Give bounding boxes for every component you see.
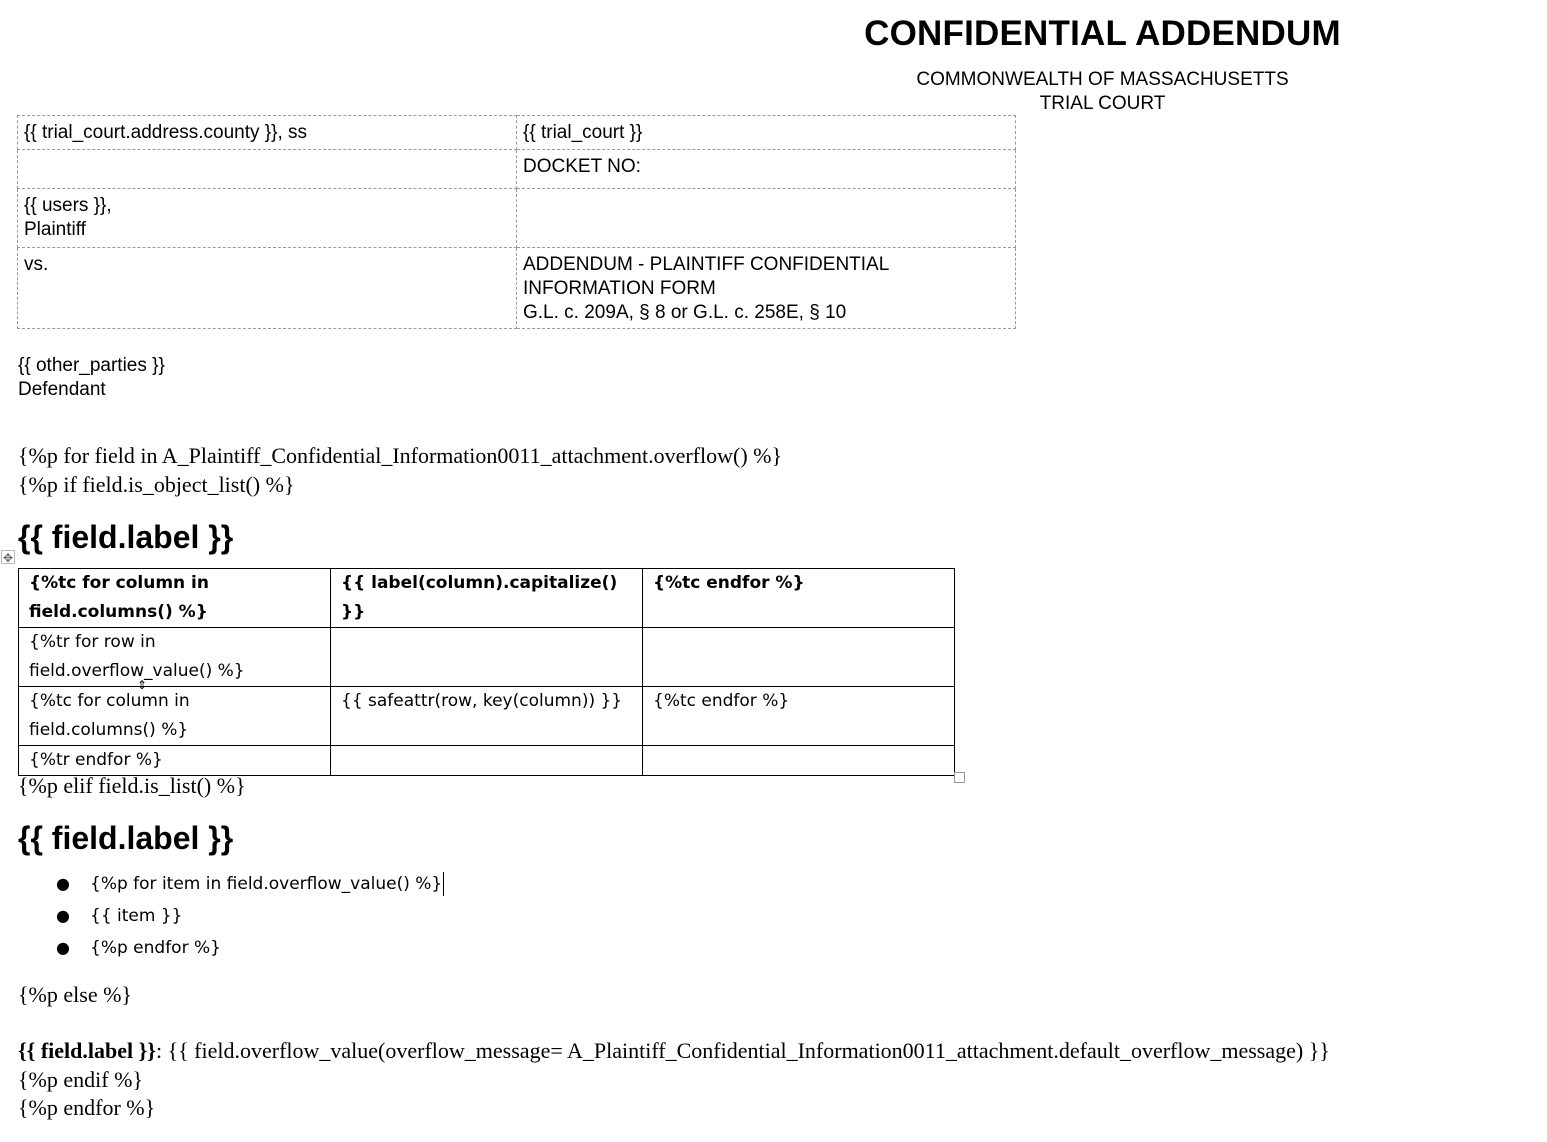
for-field-directive: {%p for field in A_Plaintiff_Confidential_Information0011_attachment.overflow() %} (18, 443, 783, 468)
elif-list-directive: {%p elif field.is_list() %} (18, 773, 246, 798)
table-move-handle-icon[interactable]: ✥ (2, 551, 14, 565)
endfor-directive: {%p endfor %} (18, 1095, 156, 1120)
overflow-value-line (18, 1036, 1330, 1065)
statute-line: G.L. c. 209A, § 8 or G.L. c. 258E, § 10 (523, 302, 847, 323)
empty-cell[interactable] (18, 150, 517, 189)
table-cell[interactable]: {{ label(column).capitalize() }} (331, 569, 643, 628)
table-cell[interactable]: {%tr for row in field.overflow_value() %} (19, 628, 331, 687)
plaintiff-label: Plaintiff (24, 219, 86, 240)
form-title-line: INFORMATION FORM (523, 278, 716, 299)
defendant-label: Defendant (18, 379, 106, 400)
form-title-line: ADDENDUM - PLAINTIFF CONFIDENTIAL (523, 254, 890, 275)
plaintiff-cell[interactable] (18, 189, 517, 248)
table-cell[interactable]: {%tc for column in field.columns() %} (19, 569, 331, 628)
court-heading (0, 68, 1547, 116)
docket-cell[interactable]: DOCKET NO: (517, 150, 1016, 189)
trial-court-line: TRIAL COURT (1039, 93, 1166, 114)
table-row (19, 628, 955, 687)
list-items (52, 868, 444, 964)
empty-cell[interactable] (517, 189, 1016, 248)
table-cell[interactable]: {%tr endfor %} (19, 746, 331, 776)
other-parties-placeholder: {{ other_parties }} (18, 355, 165, 376)
list-item[interactable] (52, 900, 444, 932)
table-cell[interactable]: {%tc endfor %} (643, 569, 955, 628)
bullet-icon: ● (56, 874, 70, 893)
object-list-table (18, 568, 955, 776)
field-label-bold: {{ field.label }} (18, 1038, 156, 1063)
users-placeholder: {{ users }}, (24, 195, 112, 216)
table-cell[interactable] (331, 746, 643, 776)
list-item-text: {%p endfor %} (90, 938, 221, 958)
list-item[interactable] (52, 932, 444, 964)
table-row (19, 569, 955, 628)
table-cell[interactable]: {{ safeattr(row, key(column)) }} (331, 687, 643, 746)
list-item[interactable] (52, 868, 444, 900)
text-cursor (443, 872, 444, 896)
list-item-text: {{ item }} (90, 906, 183, 926)
form-title-cell[interactable] (517, 248, 1016, 329)
bullet-icon: ● (56, 938, 70, 957)
county-cell[interactable]: {{ trial_court.address.county }}, ss (18, 116, 517, 150)
table-row (19, 687, 955, 746)
row-resize-cursor-icon: ⇕ (136, 678, 148, 692)
court-cell[interactable]: {{ trial_court }} (517, 116, 1016, 150)
overflow-value-expression: : {{ field.overflow_value(overflow_message= A_Plaintiff_Confidential_Information0011_attachment.default_overflow_message) }} (155, 1038, 1330, 1063)
else-directive: {%p else %} (18, 982, 132, 1007)
field-label-heading: {{ field.label }} (18, 820, 234, 856)
table-cell[interactable]: {%tc endfor %} (643, 687, 955, 746)
document-title: CONFIDENTIAL ADDENDUM (864, 14, 1341, 53)
commonwealth-line: COMMONWEALTH OF MASSACHUSETTS (916, 69, 1289, 90)
table-resize-handle-icon[interactable] (954, 772, 965, 783)
vs-cell[interactable]: vs. (18, 248, 517, 329)
table-cell[interactable]: {%tc for column in field.columns() %} (19, 687, 331, 746)
table-cell[interactable] (331, 628, 643, 687)
list-item-text: {%p for item in field.overflow_value() %} (90, 874, 443, 894)
defendant-block (18, 354, 165, 402)
table-cell[interactable] (643, 746, 955, 776)
table-cell[interactable] (643, 628, 955, 687)
bullet-icon: ● (56, 906, 70, 925)
if-object-list-directive: {%p if field.is_object_list() %} (18, 472, 295, 497)
case-caption-table (17, 115, 1016, 329)
endif-directive: {%p endif %} (18, 1067, 143, 1092)
field-label-heading: {{ field.label }} (18, 519, 234, 555)
